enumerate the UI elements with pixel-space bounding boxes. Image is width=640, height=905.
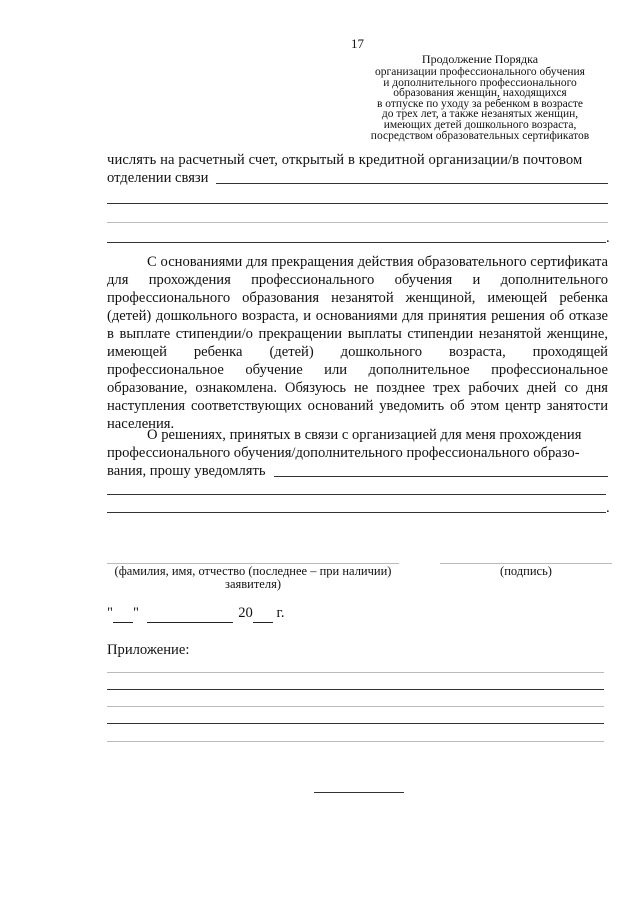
header-line: в отпуске по уходу за ребенком в возрасте	[376, 97, 583, 110]
header-line: образования женщин, находящихся	[393, 87, 567, 100]
decisions-line-3: вания, прошу уведомлять	[107, 463, 266, 479]
date-line	[107, 604, 285, 623]
header-line: и дополнительного профессионального	[383, 76, 577, 89]
caption-line: заявителя)	[225, 577, 281, 591]
line-end-dot: .	[606, 230, 610, 246]
bank-details-field[interactable]	[216, 183, 608, 184]
header-line: посредством образовательных сертификатов	[370, 129, 590, 142]
attachment-field[interactable]	[107, 706, 604, 707]
decisions-line-1: О решениях, принятых в связи с организацией для меня прохождения	[147, 427, 582, 443]
day-field[interactable]	[113, 604, 133, 623]
bank-details-field[interactable]	[107, 222, 608, 223]
signature-caption: (подпись)	[500, 564, 552, 578]
header-line: имеющих детей дошкольного возраста,	[383, 118, 577, 131]
date-quote: "	[132, 605, 139, 621]
attachment-label: Приложение:	[107, 642, 190, 658]
grounds-paragraph: С основаниями для прекращения действия образовательного сертификата для прохождения профессионального обучения и дополнительного профессионального образования незанятой женщиной, имеющей ребенка (детей) дошкольного возраста, и основаниями для принятия решения об отказе в выплате стипендии/о прекращении выплаты стипендии незанятой женщине, имеющей ребенка (детей) дошкольного возраста, проходящей профессиональное обучение или дополнительное профессиональное образование, ознакомлена. Обязуюсь не позднее трех рабочих дней со дня наступления соответствующих оснований уведомить об этом центр занятости населения.	[107, 254, 608, 432]
attachment-field[interactable]	[107, 689, 604, 690]
notification-field[interactable]	[107, 512, 606, 513]
month-field[interactable]	[147, 604, 233, 623]
attachment-field[interactable]	[107, 723, 604, 724]
notification-field[interactable]	[274, 476, 608, 477]
attachment-field[interactable]	[107, 672, 604, 673]
attachment-field[interactable]	[107, 741, 604, 742]
date-quote: "	[107, 605, 113, 621]
decisions-line-2: профессионального обучения/дополнительного профессионального образо-	[107, 445, 580, 461]
bank-details-field[interactable]	[107, 242, 606, 243]
line-end-dot: .	[606, 500, 610, 516]
header-title: Продолжение Порядка	[421, 52, 539, 66]
end-of-form-rule	[314, 792, 404, 793]
payment-line-2: отделении связи	[107, 170, 209, 186]
payment-line-1: числять на расчетный счет, открытый в кредитной организации/в почтовом	[107, 152, 583, 168]
header-line: до трех лет, а также незанятых женщин,	[381, 108, 579, 121]
header-line: организации профессионального обучения	[375, 66, 585, 78]
caption-line: (фамилия, имя, отчество (последнее – при наличии)	[114, 564, 392, 578]
applicant-name-caption	[100, 565, 406, 591]
header-block	[336, 52, 624, 141]
year-suffix: г.	[276, 605, 285, 621]
bank-details-field[interactable]	[107, 203, 608, 204]
year-prefix: 20	[238, 605, 253, 621]
year-field[interactable]	[253, 604, 273, 623]
page-number: 17	[351, 36, 364, 51]
notification-field[interactable]	[107, 494, 606, 495]
